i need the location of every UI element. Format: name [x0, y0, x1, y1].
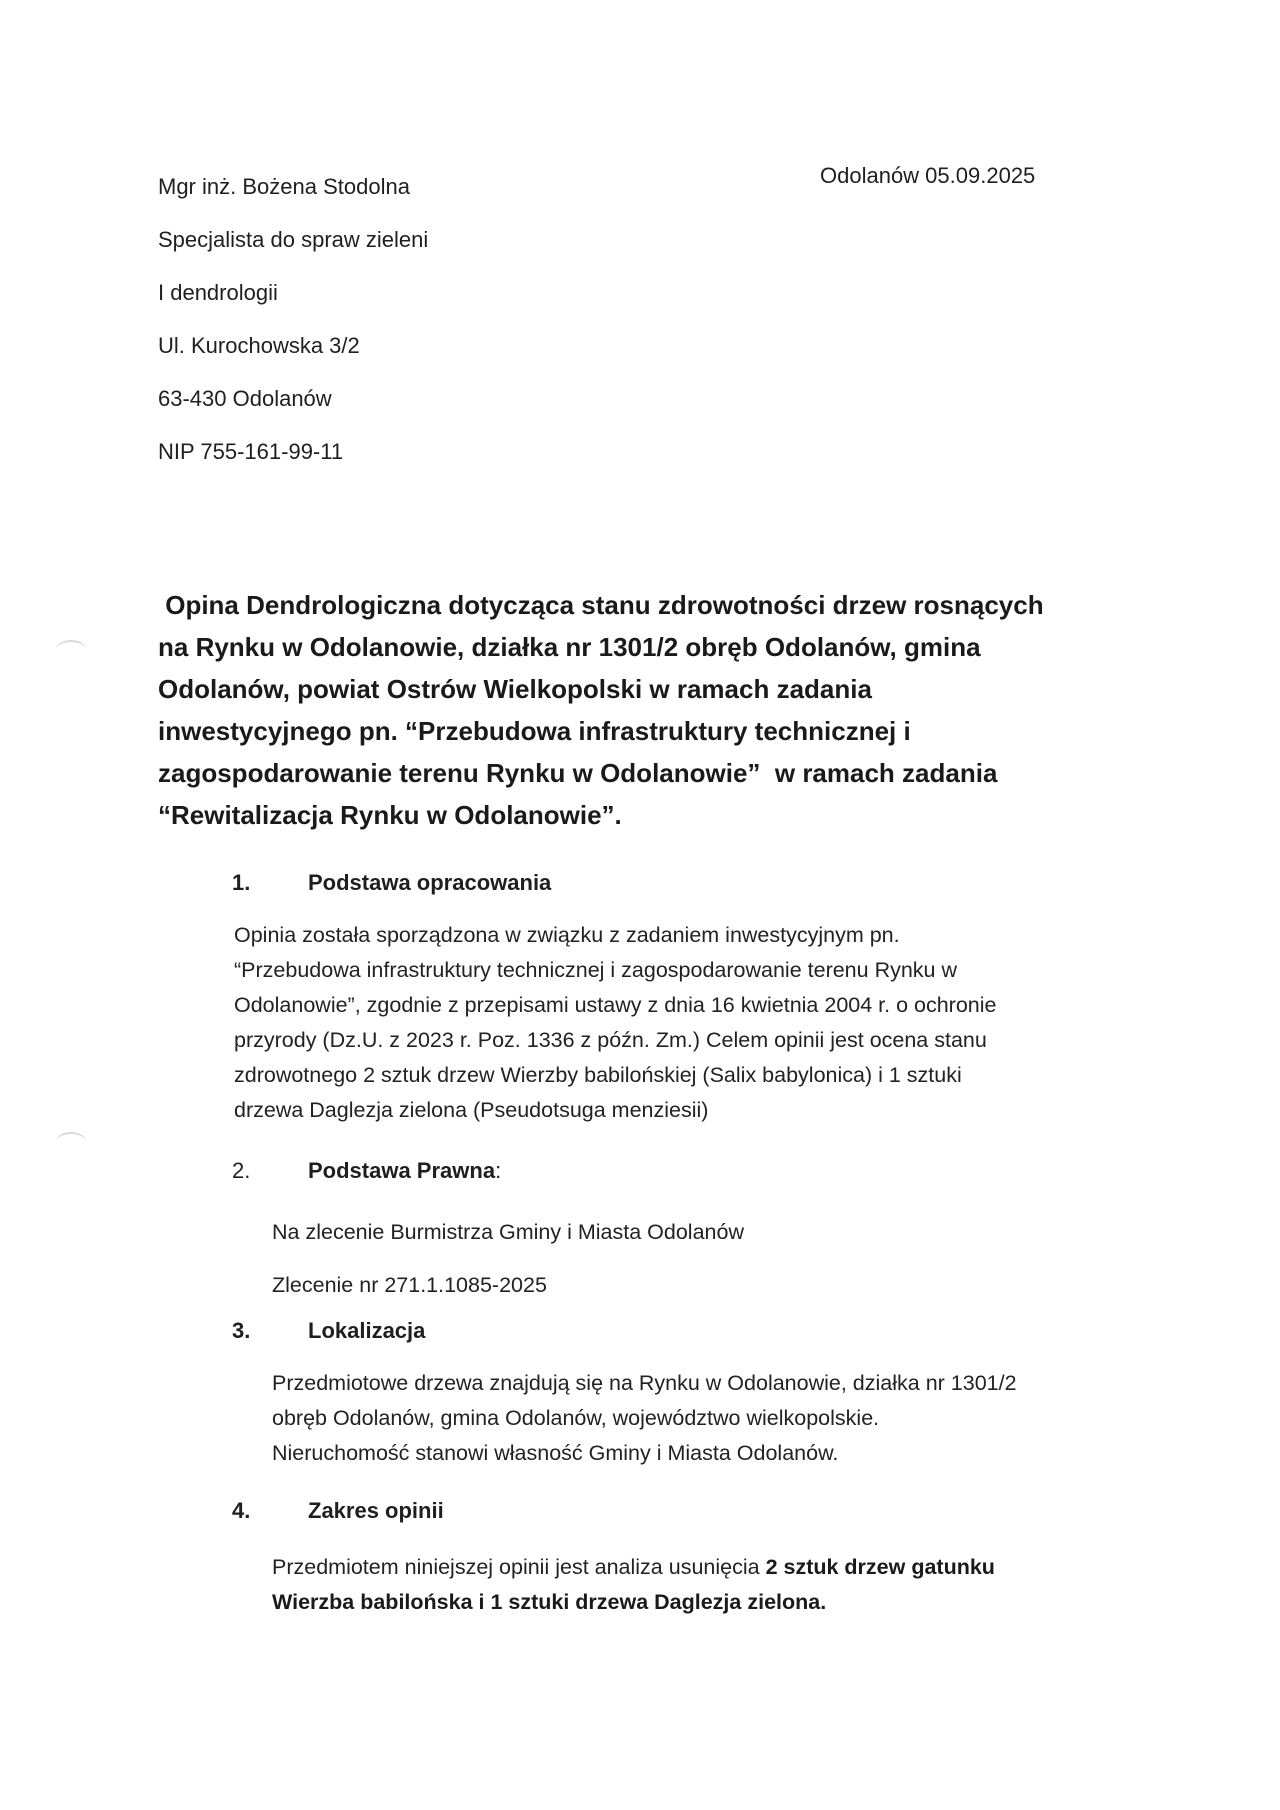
title-line: na Rynku w Odolanowie, działka nr 1301/2 obręb Odolanów, gmina: [158, 632, 981, 662]
document-date: Odolanów 05.09.2025: [820, 163, 1036, 188]
paragraph-bold-text: Wierzba babilońska i 1 sztuki drzewa Daglezja zielona.: [272, 1590, 827, 1614]
section-title: Podstawa opracowania: [308, 870, 552, 895]
paragraph-bold-text: 2 sztuk drzew gatunku: [765, 1555, 995, 1579]
sender-name: Mgr inż. Bożena Stodolna: [158, 174, 410, 199]
paragraph-line: “Przebudowa infrastruktury technicznej i zagospodarowanie terenu Rynku w: [234, 958, 958, 982]
paragraph-line: Zlecenie nr 271.1.1085-2025: [272, 1273, 547, 1297]
title-line: Odolanów, powiat Ostrów Wielkopolski w ramach zadania: [158, 674, 872, 704]
document-title: [158, 584, 1138, 836]
sender-city: 63-430 Odolanów: [158, 386, 332, 411]
section-heading-3: [232, 1316, 425, 1346]
paragraph-line: [272, 1550, 995, 1585]
section-number: 3.: [232, 1318, 251, 1343]
section-number: 1.: [232, 870, 251, 895]
sender-role-continued: I dendrologii: [158, 280, 278, 305]
sender-nip: NIP 755-161-99-11: [158, 439, 344, 464]
title-line: inwestycyjnego pn. “Przebudowa infrastruktury technicznej i: [158, 716, 911, 746]
title-line: Opina Dendrologiczna dotycząca stanu zdrowotności drzew rosnących: [158, 590, 1044, 620]
paragraph-line: [272, 1585, 995, 1620]
section-title: Zakres opinii: [308, 1498, 444, 1523]
section-number: 2.: [232, 1158, 251, 1183]
section-title: Lokalizacja: [308, 1318, 426, 1343]
paragraph-line: Odolanowie”, zgodnie z przepisami ustawy z dnia 16 kwietnia 2004 r. o ochronie: [234, 993, 997, 1017]
section-title: Podstawa Prawna: [308, 1158, 496, 1183]
section-3-paragraph: [272, 1366, 1017, 1471]
title-line: “Rewitalizacja Rynku w Odolanowie”.: [158, 800, 622, 830]
sender-street: Ul. Kurochowska 3/2: [158, 333, 360, 358]
paragraph-line: Na zlecenie Burmistrza Gminy i Miasta Odolanów: [272, 1220, 744, 1244]
paragraph-line: obręb Odolanów, gmina Odolanów, województwo wielkopolskie.: [272, 1406, 880, 1430]
sender-role: Specjalista do spraw zieleni: [158, 227, 429, 252]
section-2-paragraph: [272, 1206, 744, 1312]
paragraph-text: Przedmiotem niniejszej opinii jest analiza usunięcia: [272, 1555, 766, 1579]
title-line: zagospodarowanie terenu Rynku w Odolanowie” w ramach zadania: [158, 758, 998, 788]
punch-hole-mark: [56, 640, 86, 660]
section-heading-4: [232, 1496, 444, 1526]
section-1-paragraph: [234, 918, 996, 1128]
punch-hole-mark: [56, 1132, 86, 1152]
paragraph-line: Przedmiotowe drzewa znajdują się na Rynku w Odolanowie, działka nr 1301/2: [272, 1371, 1017, 1395]
section-heading-1: [232, 868, 551, 898]
paragraph-line: przyrody (Dz.U. z 2023 r. Poz. 1336 z późn. Zm.) Celem opinii jest ocena stanu: [234, 1028, 987, 1052]
section-heading-2: [232, 1156, 501, 1186]
paragraph-line: Nieruchomość stanowi własność Gminy i Miasta Odolanów.: [272, 1441, 839, 1465]
paragraph-line: zdrowotnego 2 sztuk drzew Wierzby babilońskiej (Salix babylonica) i 1 sztuki: [234, 1063, 962, 1087]
paragraph-line: drzewa Daglezja zielona (Pseudotsuga menziesii): [234, 1098, 709, 1122]
section-title-colon: :: [495, 1158, 502, 1183]
section-number: 4.: [232, 1498, 251, 1523]
sender-block: [158, 160, 428, 478]
paragraph-line: Opinia została sporządzona w związku z zadaniem inwestycyjnym pn.: [234, 923, 900, 947]
section-4-paragraph: [272, 1550, 995, 1620]
